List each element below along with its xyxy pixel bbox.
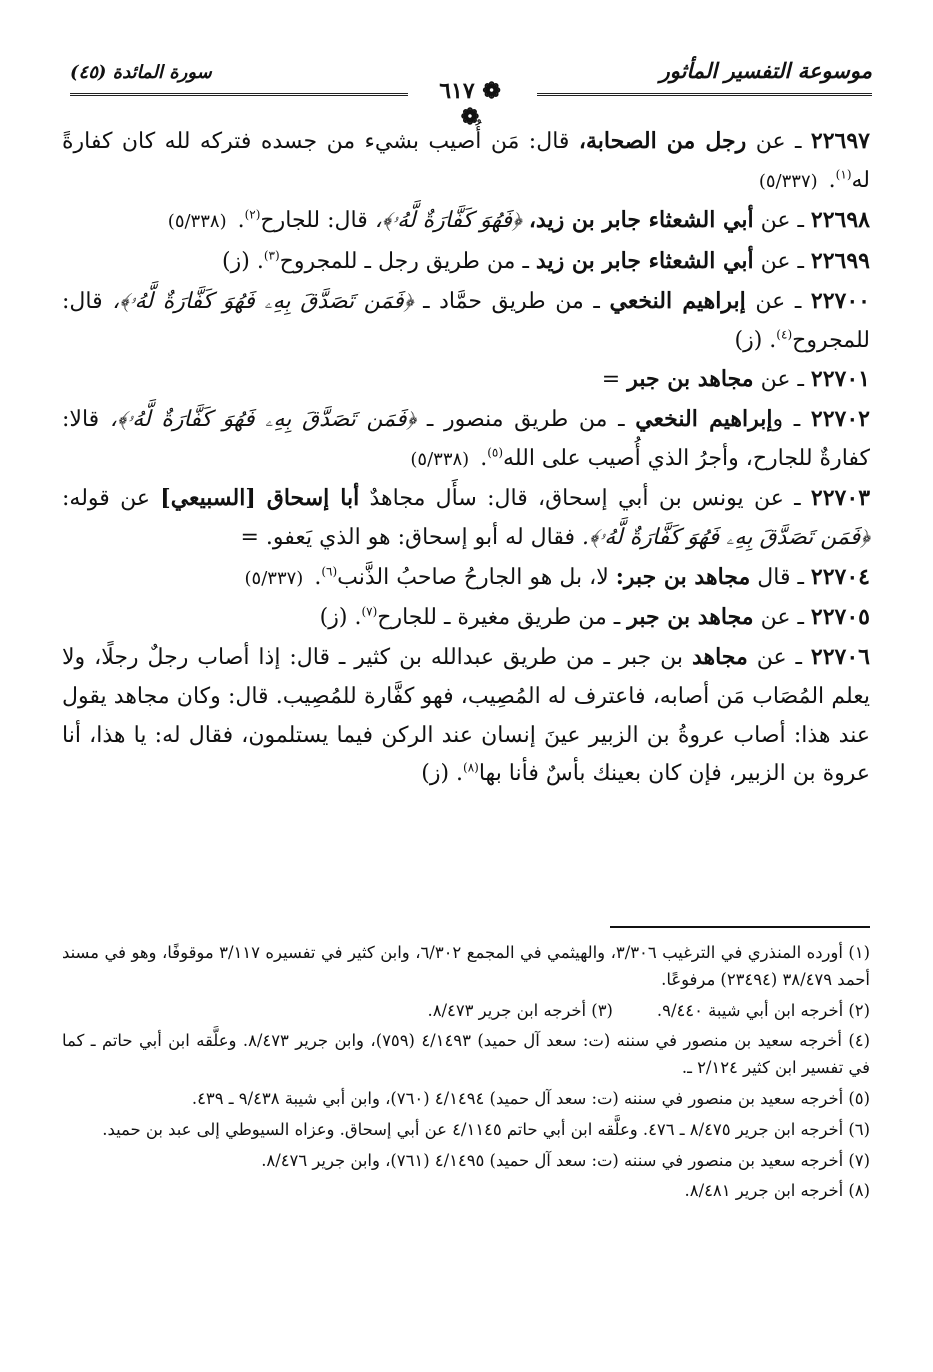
- entry-text: .: [828, 167, 836, 193]
- footnote-3: (٣) أخرجه ابن جرير ٨/٤٧٣.: [427, 1000, 613, 1020]
- footnotes: [62, 940, 870, 1209]
- entry-22700: [62, 282, 870, 360]
- entry-22701: [62, 360, 870, 400]
- entry-22703: [62, 479, 870, 557]
- narrator-name: مجاهد: [691, 644, 748, 671]
- narrator-name: أبي الشعثاء جابر بن زيد،: [528, 207, 754, 234]
- entry-text: . (ز): [222, 249, 264, 275]
- entry-text: قال: للمجروح: [62, 288, 870, 353]
- footnote-marker[interactable]: (٧): [361, 605, 378, 620]
- entry-22706: [62, 638, 870, 794]
- narrator-name: إبراهيم النخعي: [635, 405, 773, 432]
- quran-quote: ﴿فَمَن تَصَدَّقَ بِهِۦ فَهُوَ كَفَّارَةٌ لَّهُۥ﴾.: [581, 525, 870, 551]
- entry-22699: [62, 242, 870, 282]
- footnote-marker[interactable]: (٢): [244, 208, 261, 223]
- entry-number: ٢٢٧٠٠: [810, 287, 870, 314]
- entry-22698: [62, 201, 870, 242]
- entry-text: .: [237, 208, 245, 234]
- footnote-marker[interactable]: (٥): [487, 445, 504, 460]
- entry-text: ـ عن: [746, 129, 811, 154]
- footnote-separator: [610, 926, 870, 928]
- quran-quote: ﴿فَمَن تَصَدَّقَ بِهِۦ فَهُوَ كَفَّارَةٌ لَّهُۥ﴾،: [112, 288, 414, 314]
- entry-text: . (ز): [421, 761, 464, 787]
- entry-22697: [62, 122, 870, 201]
- entry-number: ٢٢٧٠١: [810, 366, 870, 393]
- entry-text: قال: مَن أُصيب بشيء من جسده فتركه لله كان كفارةً له: [62, 129, 870, 193]
- footnote-8: (٨) أخرجه ابن جرير ٨/٤٨١.: [684, 1181, 870, 1201]
- entry-number: ٢٢٧٠٢: [810, 405, 870, 432]
- footnote-row-2-3: [62, 998, 870, 1025]
- entry-text: ـ من طريق حمَّاد ـ: [413, 288, 610, 314]
- volume-reference: (٥/٣٣٧): [758, 170, 818, 192]
- volume-reference: (٥/٣٣٨): [167, 211, 227, 233]
- narrator-name: رجل من الصحابة،: [578, 128, 747, 154]
- footnote-marker[interactable]: (١): [835, 167, 852, 182]
- main-text: [62, 122, 870, 794]
- footnote-marker[interactable]: (٤): [776, 327, 793, 342]
- entry-text: .: [480, 445, 488, 471]
- surah-title: سورة المائدة (٤٥): [70, 62, 212, 83]
- entry-text: فقال له أبو إسحاق: هو الذي يَعفو. =: [240, 525, 582, 551]
- footnote-6: (٦) أخرجه ابن جرير ٨/٤٧٥ ـ ٤٧٦. وعلَّقه ابن أبي حاتم ٤/١١٤٥ عن أبي إسحاق. وعزاه السيوطي إلى عبد بن حميد.: [102, 1119, 870, 1139]
- entry-text: ـ عن: [753, 367, 811, 393]
- entry-text: ـ من طريق رجل ـ للمجروح: [279, 249, 536, 275]
- entry-text: قالا: كفارةٌ للجارح، وأجرُ الذي أُصيب على الله: [62, 406, 870, 471]
- entry-text: عن قوله:: [62, 486, 161, 512]
- entry-text: بن جبر ـ من طريق عبدالله بن كثير ـ قال: إذا أصاب رجلٌ رجلًا، ولا يعلم المُصَاب مَن أصابه، فاعترف له المُصِيب، فهو كفَّارة للمُصِيب. قال: وكان مجاهد يقول عند هذا: أصاب عروةُ بن الزبير عينَ إنسان عند الركن فيما يستلمون، فقال له: يا هذا، أنا عروة بن الزبير، فإن كان بعينك بأسٌ فأنا بها: [62, 645, 870, 787]
- narrator-name: مجاهد بن جبر:: [615, 563, 751, 590]
- page-number-value: ٦١٧: [439, 78, 475, 104]
- entry-22705: [62, 598, 870, 638]
- entry-number: ٢٢٧٠٥: [810, 604, 870, 631]
- entry-text: ـ عن: [745, 288, 811, 314]
- entry-text: ـ عن يونس بن أبي إسحاق، قال: سأَل مجاهدٌ: [359, 486, 811, 512]
- entry-text: ـ عن: [747, 645, 811, 671]
- footnote-marker[interactable]: (٨): [463, 760, 479, 775]
- entry-text: =: [601, 367, 628, 393]
- footnote-5: (٥) أخرجه سعيد بن منصور في سننه (ت: سعد آل حميد) ٤/١٤٩٤ (٧٦٠)، وابن أبي شيبة ٩/٤٣٨ ـ ٤٣٩.: [191, 1088, 870, 1108]
- header-rule-left: [70, 93, 408, 96]
- footnote-marker[interactable]: (٣): [263, 248, 280, 263]
- narrator-name: أبا إسحاق [السبيعي]: [160, 485, 360, 512]
- header-rule-right: [537, 93, 872, 96]
- entry-number: ٢٢٦٩٨: [810, 207, 870, 234]
- entry-text: ـ من طريق مغيرة ـ للجارح: [377, 605, 628, 631]
- entry-text: ـ قال: [750, 564, 811, 590]
- entry-number: ٢٢٧٠٤: [810, 563, 870, 590]
- book-title: موسوعة التفسير المأثور: [659, 58, 872, 83]
- quran-quote: ﴿فَهُوَ كَفَّارَةٌ لَّهُۥ﴾،: [374, 208, 529, 234]
- footnote-2: (٢) أخرجه ابن أبي شيبة ٩/٤٤٠.: [656, 1000, 870, 1020]
- entry-text: ـ و: [772, 406, 811, 432]
- footnote-marker[interactable]: (٦): [321, 564, 338, 579]
- entry-text: .: [314, 564, 322, 590]
- entry-text: ـ عن: [753, 208, 811, 234]
- entry-text: لا، بل هو الجارحُ صاحبُ الذَّنب: [337, 564, 616, 590]
- entry-22704: [62, 558, 870, 599]
- entry-text: . (ز): [734, 327, 777, 353]
- entry-number: ٢٢٦٩٧: [810, 128, 870, 154]
- narrator-name: مجاهد بن جبر: [627, 366, 754, 393]
- footnote-1: (١) أورده المنذري في الترغيب ٣/٣٠٦، والهيثمي في المجمع ٦/٣٠٢، وابن كثير في تفسيره ٣/١١٧ موقوفًا، وهو في مسند أحمد ٣٨/٤٧٩ (٢٣٤٩٤) مرفوعًا.: [62, 943, 871, 989]
- entry-number: ٢٢٧٠٣: [810, 485, 871, 512]
- quran-quote: ﴿فَمَن تَصَدَّقَ بِهِۦ فَهُوَ كَفَّارَةٌ لَّهُۥ﴾،: [109, 406, 417, 432]
- entry-text: ـ عن: [753, 249, 811, 275]
- narrator-name: مجاهد بن جبر: [627, 604, 754, 631]
- entry-text: ـ من طريق منصور ـ: [416, 406, 636, 432]
- narrator-name: إبراهيم النخعي: [609, 287, 746, 314]
- entry-text: ـ عن: [753, 605, 811, 631]
- entry-text: قال: للجارح: [260, 208, 375, 234]
- page-header: [70, 52, 872, 130]
- entry-number: ٢٢٦٩٩: [810, 248, 870, 275]
- footnote-4: (٤) أخرجه سعيد بن منصور في سننه (ت: سعد آل حميد) ٤/١٤٩٣ (٧٥٩)، وابن جرير ٨/٤٧٣. وعلَّقه ابن أبي حاتم ـ كما في تفسير ابن كثير ٢/١٢٤ ـ.: [62, 1031, 870, 1078]
- narrator-name: أبي الشعثاء جابر بن زيد: [535, 248, 754, 275]
- entry-22702: [62, 400, 870, 479]
- entry-text: . (ز): [319, 605, 362, 631]
- entry-number: ٢٢٧٠٦: [810, 644, 870, 671]
- footnote-7: (٧) أخرجه سعيد بن منصور في سننه (ت: سعد آل حميد) ٤/١٤٩٥ (٧٦١)، وابن جرير ٨/٤٧٦.: [261, 1150, 870, 1170]
- volume-reference: (٥/٣٣٨): [410, 448, 470, 470]
- page-number: ❁ ٦١٧ ❁: [430, 78, 510, 130]
- volume-reference: (٥/٣٣٧): [244, 567, 304, 589]
